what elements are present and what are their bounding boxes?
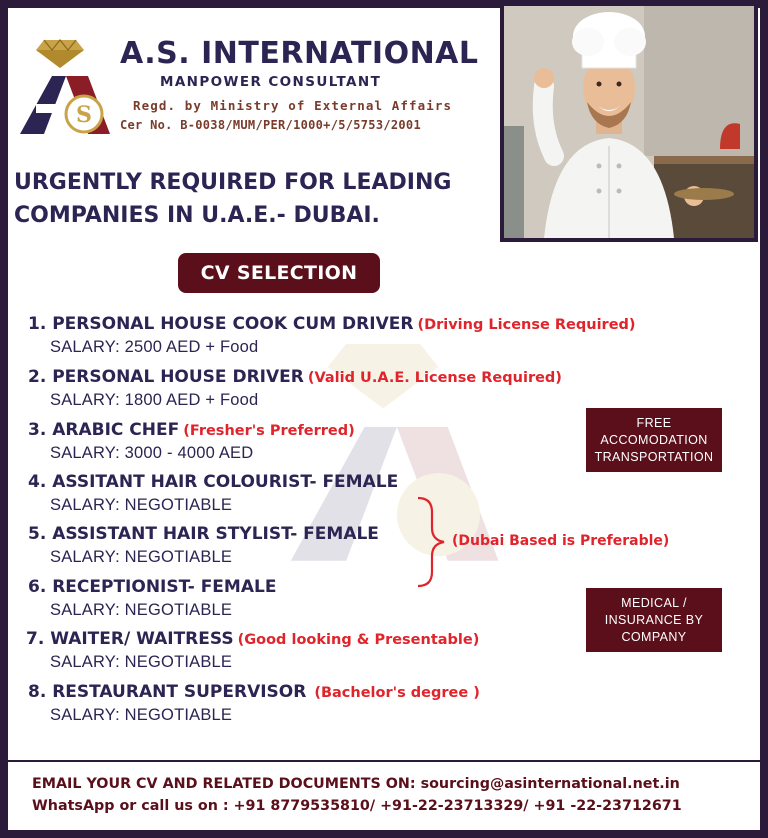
- benefits-box-medical: [586, 588, 722, 652]
- benefit-transportation: TRANSPORTATION: [594, 449, 714, 464]
- job-title-3: 3. ARABIC CHEF (Fresher's Preferred): [28, 420, 355, 440]
- headline-line-2: COMPANIES IN U.A.E.- DUBAI.: [14, 203, 380, 228]
- footer-divider: [8, 760, 760, 762]
- job-title-6: 6. RECEPTIONIST- FEMALE: [28, 577, 277, 597]
- chef-photo: [500, 2, 758, 242]
- job-salary-4: SALARY: NEGOTIABLE: [50, 496, 233, 514]
- headline-line-1: URGENTLY REQUIRED FOR LEADING: [14, 170, 452, 195]
- job-title-4: 4. ASSITANT HAIR COLOURIST- FEMALE: [28, 472, 399, 492]
- svg-text:S: S: [76, 102, 92, 128]
- footer-email-line[interactable]: EMAIL YOUR CV AND RELATED DOCUMENTS ON: sourcing@asinternational.net.in: [32, 776, 680, 792]
- job-note-8: (Bachelor's degree ): [314, 685, 480, 701]
- job-title-1: 1. PERSONAL HOUSE COOK CUM DRIVER (Driving License Required): [28, 314, 636, 334]
- brand-subtitle: MANPOWER CONSULTANT: [160, 74, 382, 90]
- brand-name: A.S. INTERNATIONAL: [120, 36, 479, 71]
- benefit-medical: MEDICAL /: [621, 595, 687, 610]
- job-salary-8: SALARY: NEGOTIABLE: [50, 706, 233, 724]
- job-note-1: (Driving License Required): [417, 317, 636, 333]
- job-salary-1: SALARY: 2500 AED + Food: [50, 338, 259, 356]
- job-salary-3: SALARY: 3000 - 4000 AED: [50, 444, 254, 462]
- benefit-accommodation: ACCOMODATION: [600, 432, 708, 447]
- dubai-based-note: (Dubai Based is Preferable): [452, 533, 670, 549]
- job-title-7: 7. WAITER/ WAITRESS (Good looking & Presentable): [26, 629, 480, 649]
- footer-phone-line[interactable]: WhatsApp or call us on : +91 8779535810/ +91-22-23713329/ +91 -22-23712671: [32, 798, 682, 814]
- brand-certificate: Cer No. B-0038/MUM/PER/1000+/5/5753/2001: [120, 118, 421, 132]
- benefits-box-accommodation: [586, 408, 722, 472]
- job-title-8: 8. RESTAURANT SUPERVISOR (Bachelor's degree ): [28, 682, 480, 702]
- cv-selection-badge: CV SELECTION: [178, 253, 380, 293]
- benefit-insurance: INSURANCE BY: [604, 612, 704, 627]
- job-note-3: (Fresher's Preferred): [183, 423, 355, 439]
- job-salary-6: SALARY: NEGOTIABLE: [50, 601, 233, 619]
- job-salary-2: SALARY: 1800 AED + Food: [50, 391, 259, 409]
- job-salary-7: SALARY: NEGOTIABLE: [50, 653, 233, 671]
- brand-registration: Regd. by Ministry of External Affairs: [133, 98, 453, 113]
- diamond-as-monogram-icon: [14, 34, 112, 138]
- job-title-2: 2. PERSONAL HOUSE DRIVER (Valid U.A.E. License Required): [28, 367, 562, 387]
- job-note-2: (Valid U.A.E. License Required): [307, 370, 562, 386]
- job-salary-5: SALARY: NEGOTIABLE: [50, 548, 233, 566]
- benefit-company: COMPANY: [621, 629, 687, 644]
- headline: [14, 166, 494, 232]
- job-note-7: (Good looking & Presentable): [237, 632, 480, 648]
- curly-brace-icon: [412, 496, 452, 588]
- benefit-free: FREE: [636, 415, 672, 430]
- job-title-5: 5. ASSISTANT HAIR STYLIST- FEMALE: [28, 524, 379, 544]
